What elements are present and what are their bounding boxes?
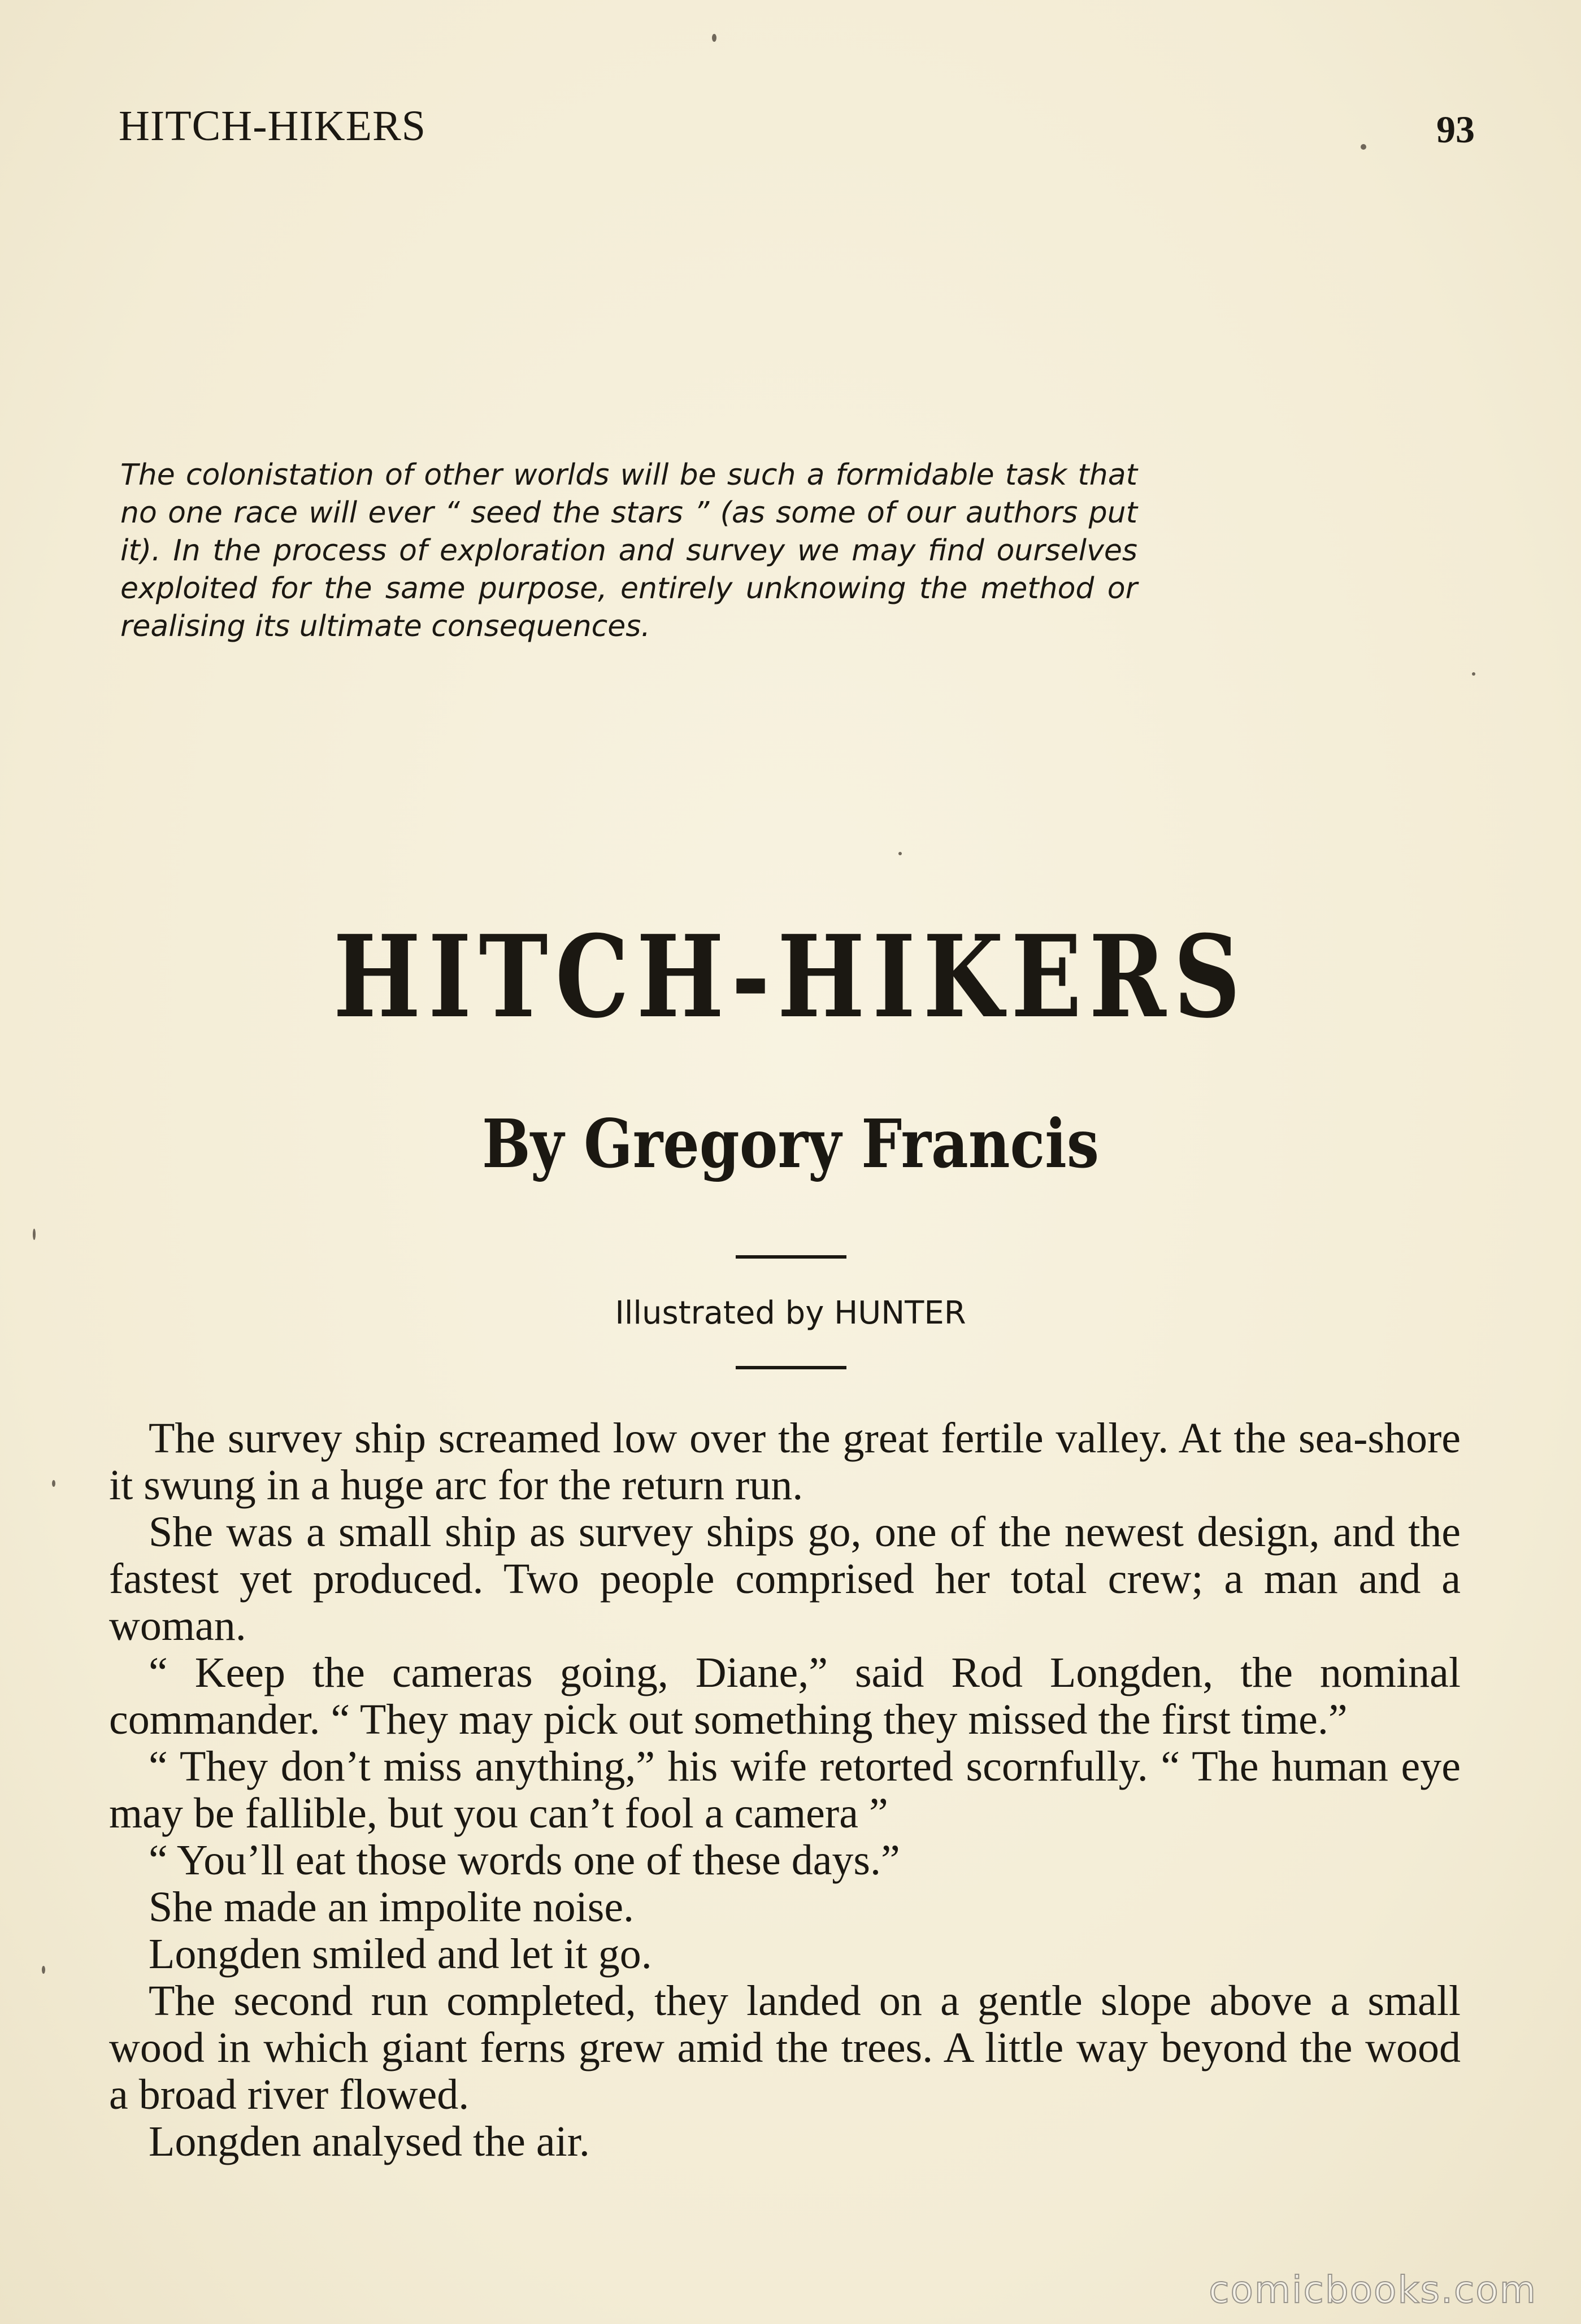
story-body (109, 1415, 1461, 2165)
illustrator-credit: Illustrated by HUNTER (615, 1295, 966, 1331)
intro-blurb: The colonistation of other worlds will be such a formidable task that no one race will ever “ seed the stars ” (as some of our authors put it). In the process of exploration and survey we may find ourselves exploited for the same purpose, entirely unknowing the method or realising its ultimate consequences. (120, 458, 1137, 643)
divider-rule-bottom (736, 1366, 846, 1369)
paragraph: She was a small ship as survey ships go, one of the newest design, and the fastest yet produced. Two people comprised her total crew; a man and a woman. (109, 1508, 1461, 1650)
paragraph: Longden smiled and let it go. (149, 1930, 652, 1978)
paragraph: “ They don’t miss anything,” his wife retorted scornfully. “ The human eye may be fallible, but you can’t fool a camera ” (109, 1743, 1461, 1837)
paper-speck (33, 1229, 36, 1240)
paper-speck (1361, 144, 1366, 150)
paper-speck (52, 1480, 55, 1487)
story-byline: By Gregory Francis (482, 1104, 1099, 1183)
story-title: HITCH-HIKERS (333, 911, 1248, 1043)
paper-speck (42, 1966, 45, 1974)
divider-rule-top (736, 1255, 846, 1259)
paper-speck (1472, 672, 1475, 676)
paragraph: She made an impolite noise. (149, 1883, 635, 1931)
paper-speck (898, 852, 902, 855)
paragraph: “ You’ll eat those words one of these days.” (149, 1836, 900, 1884)
paragraph: Longden analysed the air. (149, 2118, 590, 2165)
paper-speck (712, 34, 716, 42)
paragraph: The second run completed, they landed on a gentle slope above a small wood in which giant ferns grew amid the trees. A little way beyond the wood a broad river flowed. (109, 1977, 1461, 2118)
paragraph: “ Keep the cameras going, Diane,” said Rod Longden, the nominal commander. “ They may pick out something they missed the first time.” (109, 1649, 1461, 1743)
watermark-logo: comicbooks.com (1209, 2268, 1537, 2312)
running-head: HITCH-HIKERS (119, 102, 426, 150)
page-number: 93 (1436, 108, 1475, 151)
paragraph: The survey ship screamed low over the great fertile valley. At the sea-shore it swung in a huge arc for the return run. (109, 1415, 1461, 1509)
